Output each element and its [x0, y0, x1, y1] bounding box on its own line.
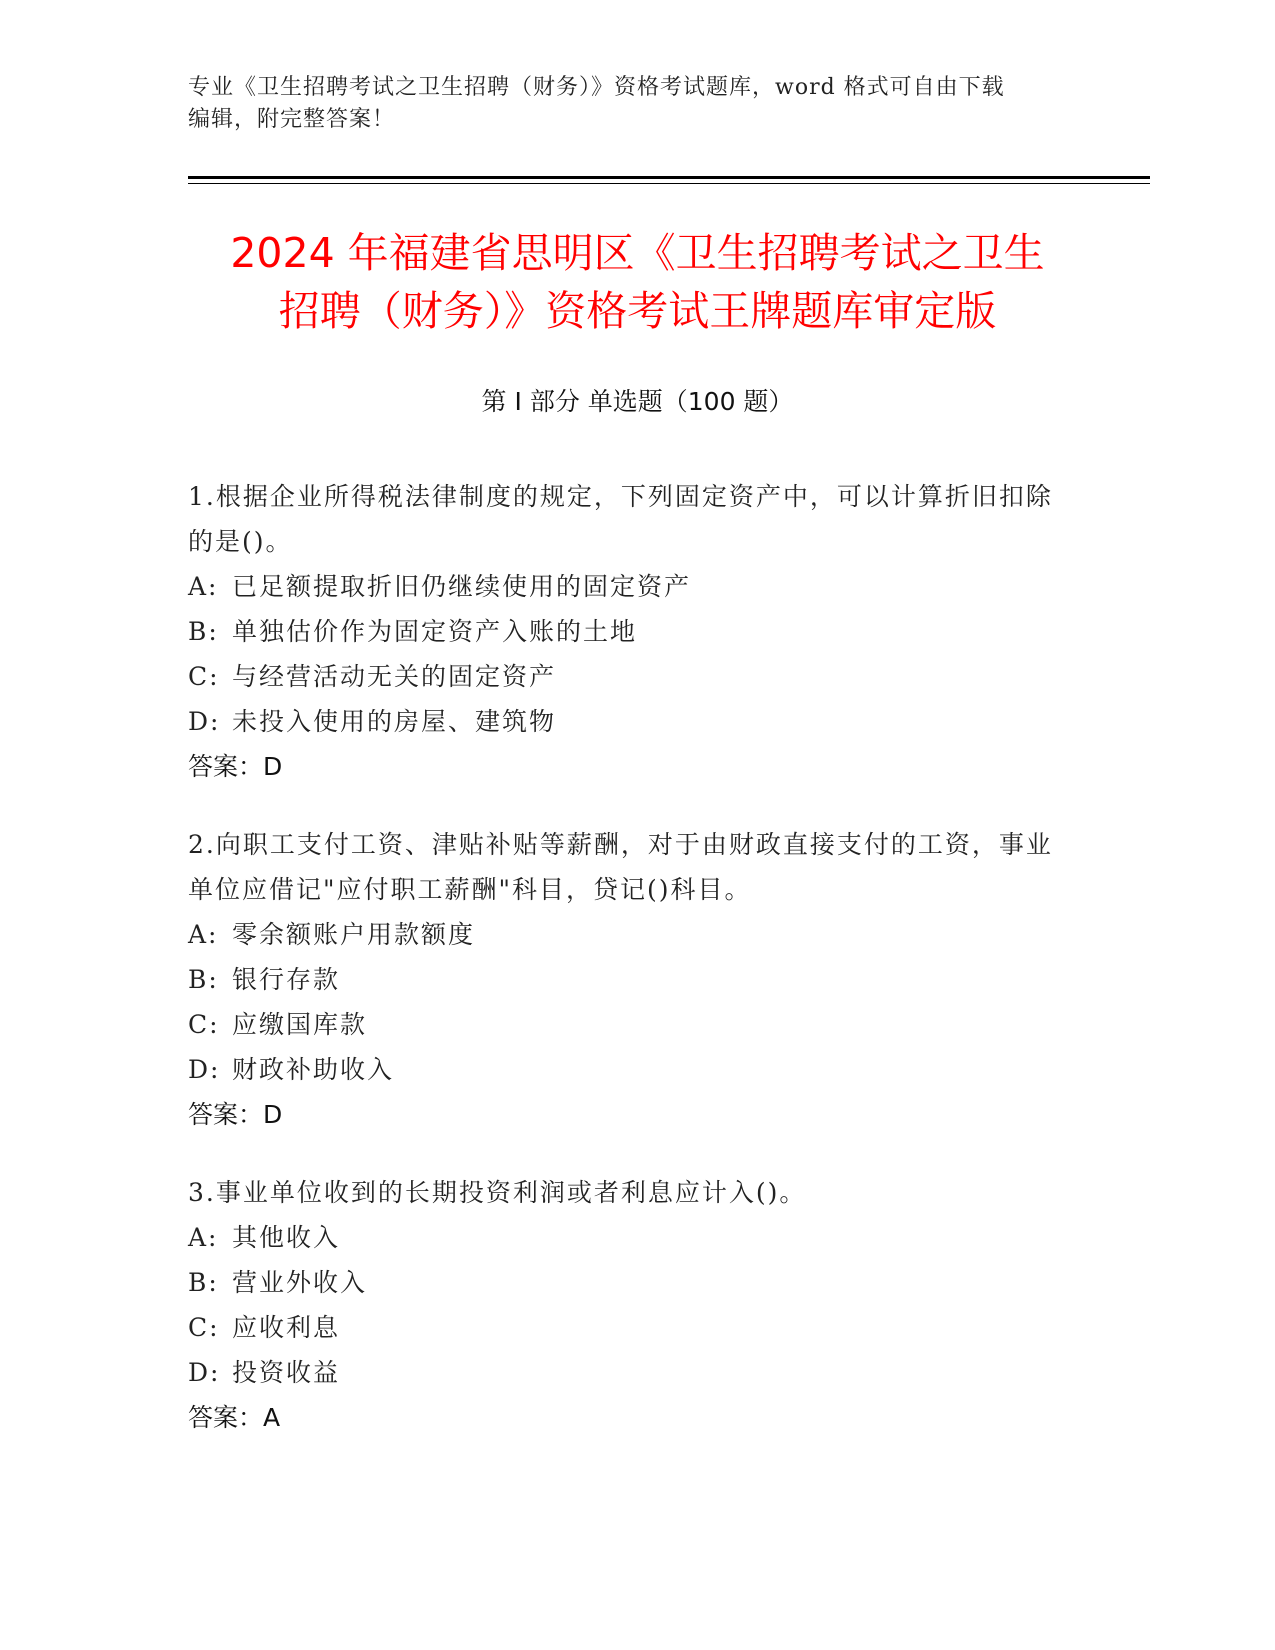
option-text: 其他收入 — [232, 1223, 341, 1252]
question-stem: 3.事业单位收到的长期投资利润或者利息应计入()。 — [188, 1178, 807, 1207]
option-text: 营业外收入 — [232, 1268, 368, 1297]
option-letter: B: — [188, 965, 219, 994]
document-title-line-1: 2024 年福建省思明区《卫生招聘考试之卫生 — [230, 229, 1045, 277]
option-letter: D: — [188, 1358, 221, 1387]
option-c — [188, 1305, 1068, 1350]
option-letter: C: — [188, 1313, 220, 1342]
answer-value: D — [263, 752, 283, 781]
answer-line — [188, 744, 1068, 789]
header-divider-thin — [188, 183, 1150, 184]
question-3 — [188, 1170, 1068, 1440]
option-letter: D: — [188, 1055, 221, 1084]
question-stem: 2.向职工支付工资、津贴补贴等薪酬，对于由财政直接支付的工资，事业单位应借记"应付职工薪酬"科目，贷记()科目。 — [188, 830, 1053, 904]
option-c — [188, 1002, 1068, 1047]
option-letter: C: — [188, 1010, 220, 1039]
option-letter: A: — [188, 572, 219, 601]
option-text: 与经营活动无关的固定资产 — [232, 662, 557, 691]
option-text: 未投入使用的房屋、建筑物 — [232, 707, 557, 736]
question-list — [188, 474, 1068, 1473]
answer-value: A — [263, 1403, 281, 1432]
option-text: 应缴国库款 — [232, 1010, 368, 1039]
option-letter: D: — [188, 707, 221, 736]
option-text: 单独估价作为固定资产入账的土地 — [232, 617, 638, 646]
option-letter: A: — [188, 1223, 219, 1252]
answer-value: D — [263, 1100, 283, 1129]
option-d — [188, 699, 1068, 744]
option-text: 财政补助收入 — [232, 1055, 395, 1084]
answer-prefix: 答案： — [188, 1403, 264, 1432]
option-a — [188, 1215, 1068, 1260]
question-1 — [188, 474, 1068, 789]
option-letter: C: — [188, 662, 220, 691]
header-note-line-1: 专业《卫生招聘考试之卫生招聘（财务）》资格考试题库，word 格式可自由下载 — [188, 75, 1005, 100]
option-c — [188, 654, 1068, 699]
option-b — [188, 1260, 1068, 1305]
section-title: 第 I 部分 单选题（100 题） — [481, 387, 794, 416]
option-a — [188, 912, 1068, 957]
header-divider-thick — [188, 176, 1150, 179]
option-letter: A: — [188, 920, 219, 949]
document-title-line-2: 招聘（财务）》资格考试王牌题库审定版 — [278, 287, 997, 335]
document-title — [130, 224, 1145, 340]
option-b — [188, 957, 1068, 1002]
option-text: 投资收益 — [232, 1358, 341, 1387]
header-note — [188, 72, 1088, 136]
option-letter: B: — [188, 617, 219, 646]
question-2 — [188, 822, 1068, 1137]
answer-prefix: 答案： — [188, 752, 264, 781]
option-b — [188, 609, 1068, 654]
option-letter: B: — [188, 1268, 219, 1297]
option-text: 已足额提取折旧仍继续使用的固定资产 — [232, 572, 692, 601]
option-d — [188, 1350, 1068, 1395]
option-text: 零余额账户用款额度 — [232, 920, 476, 949]
option-d — [188, 1047, 1068, 1092]
answer-line — [188, 1092, 1068, 1137]
question-stem: 1.根据企业所得税法律制度的规定，下列固定资产中，可以计算折旧扣除的是()。 — [188, 482, 1053, 556]
header-note-line-2: 编辑，附完整答案！ — [188, 107, 396, 132]
option-text: 银行存款 — [232, 965, 341, 994]
answer-line — [188, 1395, 1068, 1440]
option-text: 应收利息 — [232, 1313, 341, 1342]
option-a — [188, 564, 1068, 609]
answer-prefix: 答案： — [188, 1100, 264, 1129]
